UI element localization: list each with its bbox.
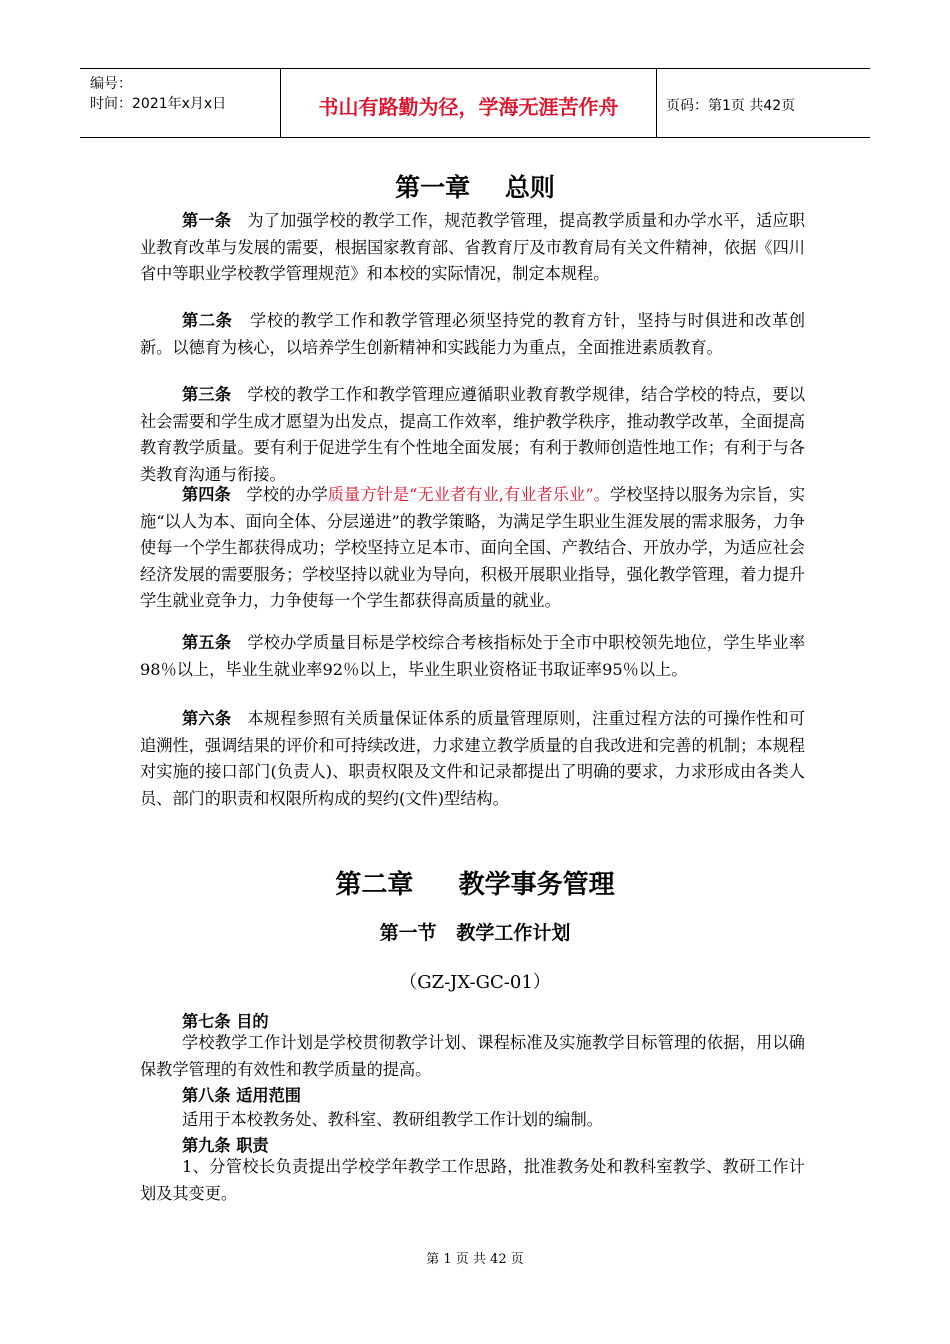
article-8-heading: 第八条 适用范围 (182, 1086, 301, 1105)
article-5-text: 学校办学质量目标是学校综合考核指标处于全市中职校领先地位，学生毕业率98％以上，毕业生就业率92％以上，毕业生职业资格证书取证率95％以上。 (140, 633, 806, 679)
page-footer: 第 1 页 共 42 页 (426, 1252, 524, 1267)
article-2-text: 学校的教学工作和教学管理必须坚持党的教育方针，坚持与时俱进和改革创新。以德育为核心，以培养学生创新精神和实践能力为重点，全面推进素质教育。 (140, 311, 806, 357)
chapter-2-title: 第二章 教学事务管理 (335, 870, 615, 900)
article-3-label: 第三条 (182, 385, 232, 404)
article-9-heading: 第九条 职责 (182, 1136, 269, 1155)
article-4 (140, 482, 805, 615)
article-4-text-before: 学校的办学 (246, 485, 328, 504)
header-motto: 书山有路勤为径，学海无涯苦作舟 (281, 69, 657, 137)
article-2-label: 第二条 (182, 311, 233, 330)
header-meta-cell (80, 69, 281, 137)
header-page-label: 页码：第1页 共42页 (666, 98, 796, 114)
article-5-label: 第五条 (182, 633, 232, 652)
article-7-heading: 第七条 目的 (182, 1012, 269, 1031)
article-4-label: 第四条 (182, 485, 231, 504)
article-4-quality-policy: 质量方针是“无业者有业,有业者乐业”。 (327, 485, 610, 504)
article-3 (140, 382, 805, 488)
document-number-label: 编号： (90, 76, 132, 92)
section-code: （GZ-JX-GC-01） (399, 972, 551, 993)
article-1 (140, 208, 805, 288)
article-5 (140, 630, 805, 683)
article-1-label: 第一条 (182, 211, 232, 230)
document-time-label: 时间：2021年x月x日 (90, 96, 227, 112)
article-6 (140, 706, 805, 812)
article-6-text: 本规程参照有关质量保证体系的质量管理原则，注重过程方法的可操作性和可追溯性，强调结果的评价和可持续改进，力求建立教学质量的自我改进和完善的机制；本规程对实施的接口部门(负责人)、职责权限及文件和记录都提出了明确的要求，力求形成由各类人员、部门的职责和权限所构成的契约(文件)型结构。 (140, 709, 806, 808)
section-1-title: 第一节 教学工作计划 (379, 922, 571, 944)
article-3-text: 学校的教学工作和教学管理应遵循职业教育教学规律，结合学校的特点，要以社会需要和学生成才愿望为出发点，提高工作效率，维护教学秩序，推动教学改革，全面提高教育教学质量。要有利于促进学生有个性地全面发展；有利于教师创造性地工作；有利于与各类教育沟通与衔接。 (140, 385, 806, 484)
article-8-text: 适用于本校教务处、教科室、教研组教学工作计划的编制。 (182, 1110, 603, 1129)
article-7-text: 学校教学工作计划是学校贯彻教学计划、课程标准及实施教学目标管理的依据，用以确保教学管理的有效性和教学质量的提高。 (140, 1033, 805, 1079)
article-9-text: 1、分管校长负责提出学校学年教学工作思路，批准教务处和教科室教学、教研工作计划及其变更。 (140, 1157, 805, 1203)
article-1-text: 为了加强学校的教学工作，规范教学管理，提高教学质量和办学水平，适应职业教育改革与发展的需要，根据国家教育部、省教育厅及市教育局有关文件精神，依据《四川省中等职业学校教学管理规范》和本校的实际情况，制定本规程。 (140, 211, 806, 283)
page-header (80, 68, 870, 138)
article-4-text-after: 学校坚持以服务为宗旨，实施“以人为本、面向全体、分层递进”的教学策略，为满足学生职业生涯发展的需求服务，力争使每一个学生都获得成功；学校坚持立足本市、面向全国、产教结合、开放办学，为适应社会经济发展的需要服务；学校坚持以就业为导向，积极开展职业指导，强化教学管理，着力提升学生就业竞争力，力争使每一个学生都获得高质量的就业。 (140, 485, 806, 610)
chapter-1-title: 第一章 总则 (395, 173, 555, 202)
article-2 (140, 308, 805, 361)
article-6-label: 第六条 (182, 709, 232, 728)
